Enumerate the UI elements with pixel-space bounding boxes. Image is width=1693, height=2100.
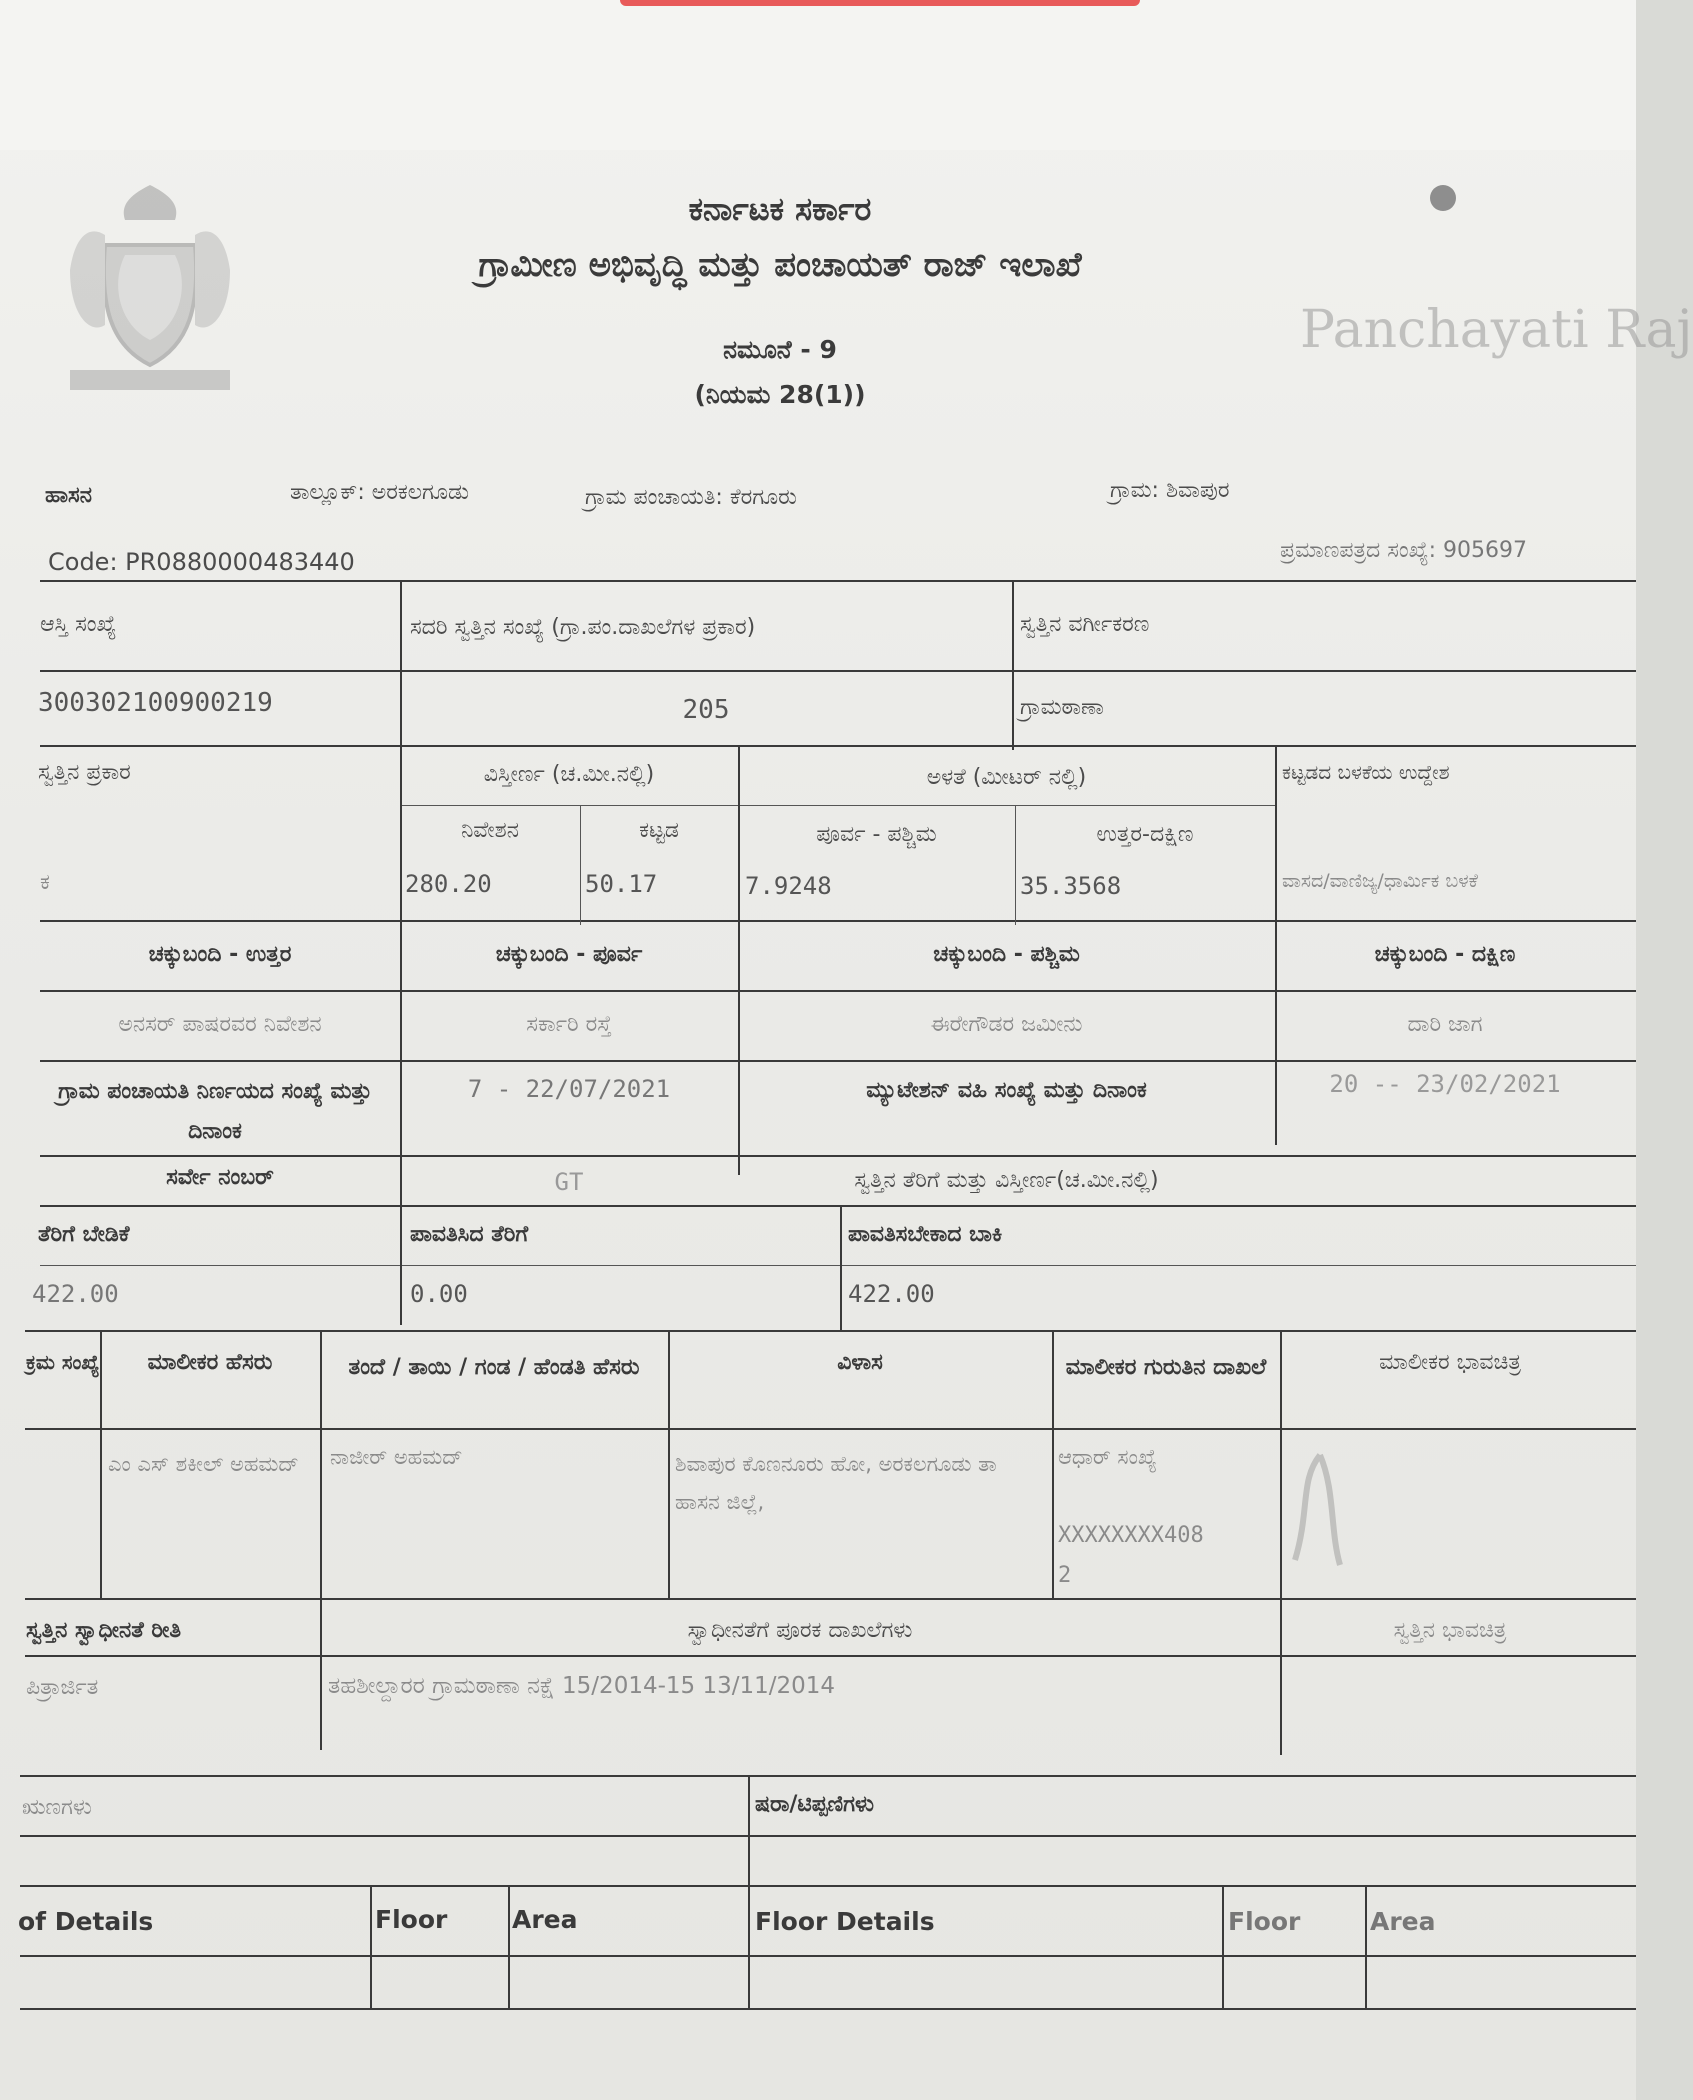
certificate-number: ಪ್ರಮಾಣಪತ್ರದ ಸಂಖ್ಯೆ: 905697 [1280,538,1527,563]
floor-details-header-left: of Details [18,1907,154,1936]
area-header-left: Area [512,1905,578,1934]
site-area-label: ನಿವೇಶನ [461,818,519,843]
boundary-north-value: ಅನಸರ್ ಪಾಷರವರ ನಿವೇಶನ [118,1012,322,1037]
owner-id-label: ಮಾಲೀಕರ ಗುರುತಿನ ದಾಖಲೆ [1065,1355,1267,1380]
mutation-label: ಮ್ಯುಟೇಶನ್ ವಹಿ ಸಂಖ್ಯೆ ಮತ್ತು ದಿನಾಂಕ [866,1078,1147,1103]
owner-relation-label: ತಂದೆ / ತಾಯಿ / ಗಂಡ / ಹೆಂಡತಿ ಹೆಸರು [348,1355,640,1380]
owner-address-value: ಶಿವಾಪುರ ಕೊಣನೂರು ಹೋ, ಅರಕಲಗೂಡು ತಾ ಹಾಸನ ಜಿಲ್ಲೆ, [675,1452,997,1514]
site-area-value: 280.20 [405,870,492,898]
owner-id-value-3: 2 [1058,1563,1072,1588]
ownership-docs-label: ಸ್ವಾಧೀನತೆಗೆ ಪೂರಕ ದಾಖಲೆಗಳು [687,1618,913,1643]
property-id-value: 300302100900219 [38,688,273,718]
village-name: ಗ್ರಾಮ: ಶಿವಾಪುರ [1110,478,1230,503]
property-class-label: ಸ್ವತ್ತಿನ ವರ್ಗೀಕರಣ [1020,612,1150,637]
survey-number-label: ಸರ್ವೇ ನಂಬರ್ [166,1165,274,1190]
boundary-east-value: ಸರ್ಕಾರಿ ರಸ್ತೆ [526,1012,612,1037]
tax-demand-label: ತೆರಿಗೆ ಬೇಡಿಕೆ [38,1222,130,1247]
owner-id-value-2: XXXXXXXX408 [1058,1523,1204,1548]
property-sno-label: ಸದರಿ ಸ್ವತ್ತಿನ ಸಂಖ್ಯೆ (ಗ್ರಾ.ಪಂ.ದಾಖಲೆಗಳ ಪ್ರಕಾರ) [410,615,756,640]
owner-id-value-1: ಆಧಾರ್ ಸಂಖ್ಯೆ [1058,1445,1157,1469]
usage-label: ಕಟ್ಟಡದ ಬಳಕೆಯ ಉದ್ದೇಶ [1282,760,1450,784]
owner-address-label: ವಿಳಾಸ [837,1350,883,1375]
boundary-west-label: ಚಕ್ಕುಬಂದಿ - ಪಶ್ಚಿಮ [933,942,1080,967]
floor-header-right: Floor [1228,1907,1301,1936]
tax-due-label: ಪಾವತಿಸಬೇಕಾದ ಬಾಕಿ [848,1222,1003,1247]
dimension-label: ಅಳತೆ (ಮೀಟರ್ ನಲ್ಲಿ) [926,765,1087,790]
resolution-label: ಗ್ರಾಮ ಪಂಚಾಯತಿ ನಿರ್ಣಯದ ಸಂಖ್ಯೆ ಮತ್ತು ದಿನಾಂಕ [58,1079,372,1144]
mutation-value: 20 -- 23/02/2021 [1329,1070,1561,1098]
property-photo-label: ಸ್ವತ್ತಿನ ಭಾವಚಿತ್ರ [1393,1618,1507,1643]
property-type-value: ಕ [40,870,50,895]
survey-number-value: GT [554,1168,584,1196]
building-area-value: 50.17 [585,870,658,898]
east-west-value: 7.9248 [745,872,832,900]
tax-demand-value: 422.00 [32,1280,119,1308]
owner-name-label: ಮಾಲೀಕರ ಹೆಸರು [147,1350,273,1375]
department-title: ಗ್ರಾಮೀಣ ಅಭಿವೃದ್ಧಿ ಮತ್ತು ಪಂಚಾಯತ್ ರಾಜ್ ಇಲಾಖೆ [478,245,1082,285]
taluk-name: ತಾಲ್ಲೂಕ್: ಅರಕಲಗೂಡು [290,480,470,505]
floor-header-left: Floor [375,1905,448,1934]
top-paper-band [0,0,1636,150]
north-south-label: ಉತ್ತರ-ದಕ್ಷಿಣ [1096,822,1194,847]
tax-paid-label: ಪಾವತಿಸಿದ ತೆರಿಗೆ [410,1222,529,1247]
govt-title: ಕರ್ನಾಟಕ ಸರ್ಕಾರ [688,190,872,228]
area-header-right: Area [1370,1907,1436,1936]
property-code: Code: PR0880000483440 [48,548,355,576]
district-name: ಹಾಸನ [45,483,92,508]
owner-photo-label: ಮಾಲೀಕರ ಭಾವಚಿತ್ರ [1379,1350,1521,1375]
boundary-south-value: ದಾರಿ ಜಾಗ [1407,1012,1483,1037]
owner-sno-label: ಕ್ರಮ ಸಂಖ್ಯೆ [26,1350,100,1374]
tax-paid-value: 0.00 [410,1280,468,1308]
floor-details-header-right: Floor Details [755,1907,935,1936]
rule-number: (ನಿಯಮ 28(1)) [694,380,866,409]
boundary-south-label: ಚಕ್ಕುಬಂದಿ - ದಕ್ಷಿಣ [1374,942,1516,967]
owner-photo-smudge-icon [1280,1450,1360,1570]
property-id-label: ಆಸ್ತಿ ಸಂಖ್ಯೆ [40,612,117,637]
property-type-label: ಸ್ವತ್ತಿನ ಪ್ರಕಾರ [38,760,131,785]
ownership-docs-value: ತಹಶೀಲ್ದಾರರ ಗ್ರಾಮಠಾಣಾ ನಕ್ಷೆ 15/2014-15 13/11/2014 [328,1673,836,1699]
building-area-label: ಕಟ್ಟಡ [639,818,679,843]
area-label: ವಿಸ್ತೀರ್ಣ (ಚ.ಮೀ.ನಲ್ಲಿ) [483,762,655,787]
ownership-mode-value: ಪಿತ್ರಾರ್ಜಿತ [26,1675,99,1700]
tax-due-value: 422.00 [848,1280,935,1308]
usage-value: ವಾಸದ/ವಾಣಿಜ್ಯ/ಧಾರ್ಮಿಕ ಬಳಕೆ [1282,870,1478,892]
ownership-mode-label: ಸ್ವತ್ತಿನ ಸ್ವಾಧೀನತೆ ರೀತಿ [26,1618,182,1643]
remarks-label: ಷರಾ/ಟಿಪ್ಪಣಿಗಳು [755,1792,874,1817]
boundary-east-label: ಚಕ್ಕುಬಂದಿ - ಪೂರ್ವ [495,942,643,967]
property-class-value: ಗ್ರಾಮಠಾಣಾ [1020,695,1104,720]
gram-panchayat-name: ಗ್ರಾಮ ಪಂಚಾಯತಿ: ಕೆರಗೂರು [585,485,797,510]
panchayati-raj-watermark: Panchayati Raj [1300,300,1693,360]
owner-relation-value: ನಾಜೀರ್ ಅಹಮದ್ [330,1445,463,1469]
liabilities-label: ಋಣಗಳು [22,1795,92,1820]
north-south-value: 35.3568 [1020,872,1122,900]
form-number: ನಮೂನೆ - 9 [723,335,837,364]
boundary-north-label: ಚಕ್ಕುಬಂದಿ - ಉತ್ತರ [148,942,292,967]
tax-area-label: ಸ್ವತ್ತಿನ ತೆರಿಗೆ ಮತ್ತು ವಿಸ್ತೀರ್ಣ(ಚ.ಮೀ.ನಲ್ಲಿ) [854,1168,1159,1193]
east-west-label: ಪೂರ್ವ - ಪಶ್ಚಿಮ [816,822,937,847]
red-edge-strip [620,0,1140,6]
owner-name-value: ಎಂ ಎಸ್ ಶಕೀಲ್ ಅಹಮದ್ [108,1452,299,1476]
resolution-value: 7 - 22/07/2021 [467,1075,671,1103]
property-sno-value: 205 [682,695,730,725]
boundary-west-value: ಈರೇಗೌಡರ ಜಮೀನು [930,1012,1083,1037]
